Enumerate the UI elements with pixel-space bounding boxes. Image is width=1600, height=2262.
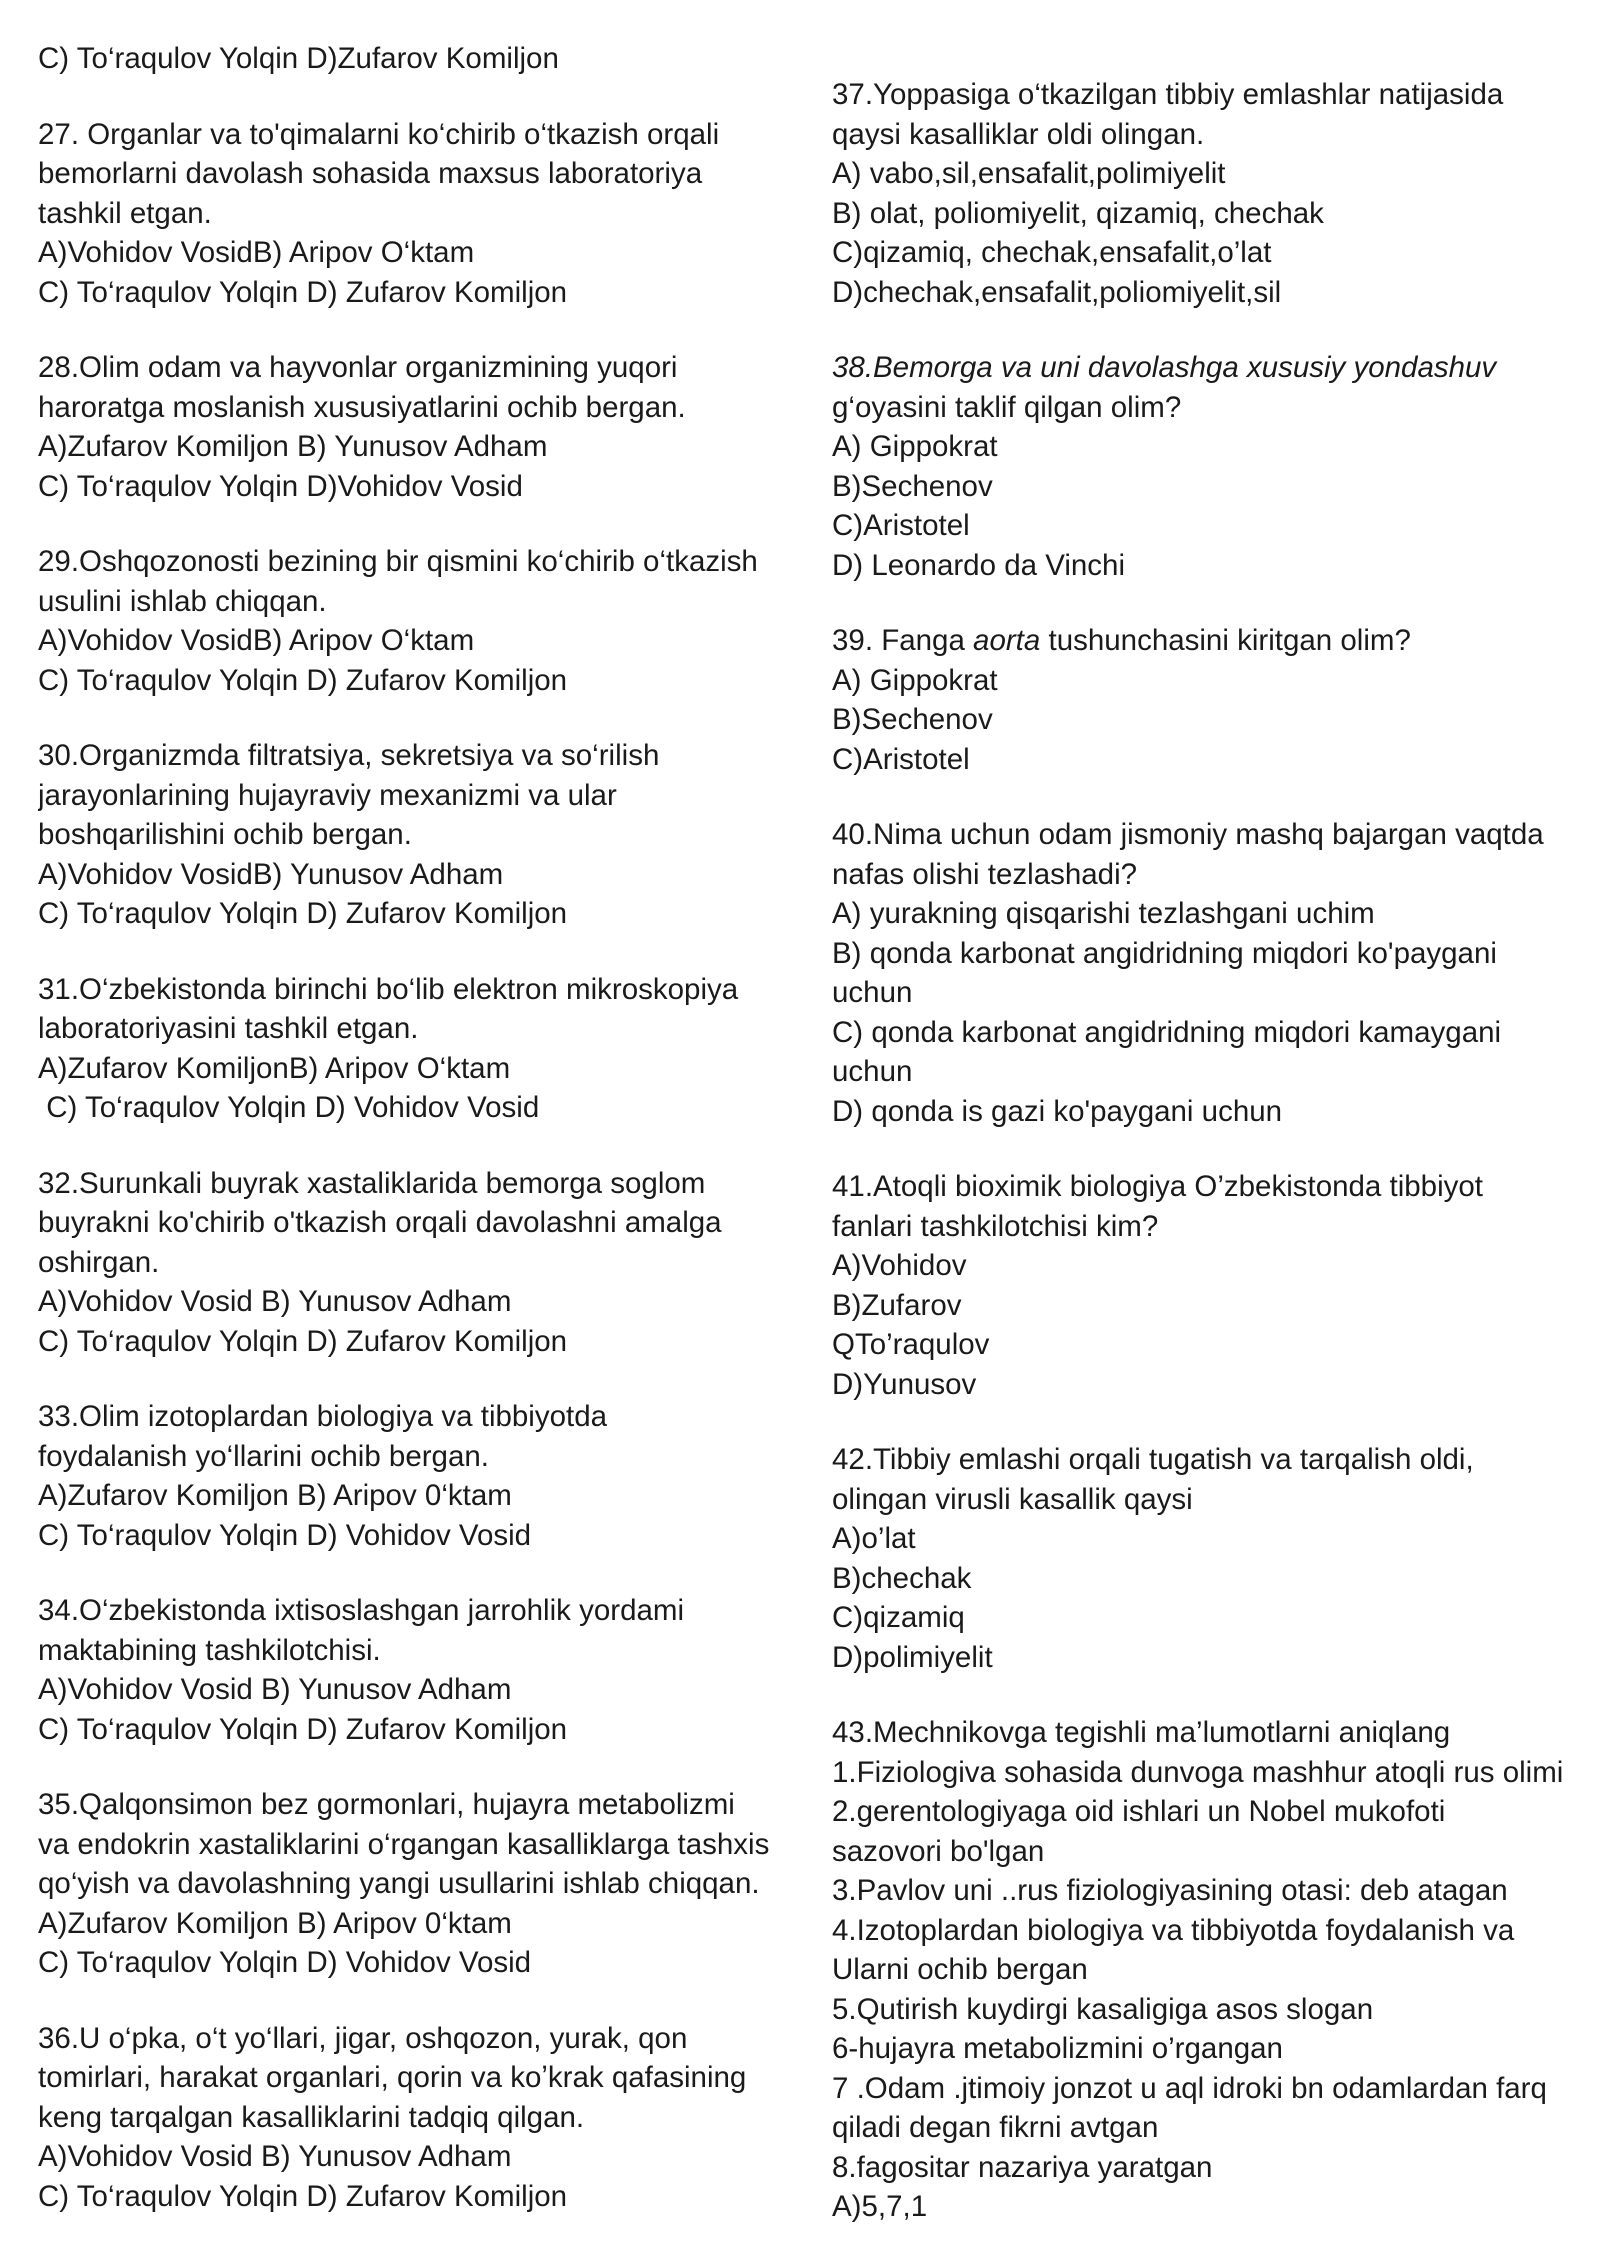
answer-option: A)Vohidov [832, 1249, 967, 1282]
question-text-italic: 38.Bemorga va uni davolashga xususiy yondashuv [832, 351, 1497, 384]
question-text: 40.Nima uchun odam jismoniy mashq bajargan vaqtda [832, 818, 1544, 851]
question-text: oshirgan. [38, 1245, 160, 1279]
answer-option: A)Vohidov VosidB) Aripov O‘ktam [38, 624, 475, 657]
statement-item: 2.gerentologiyaga oid ishlari un Nobel mukofoti [832, 1795, 1446, 1828]
answer-option: A) Gippokrat [832, 663, 998, 697]
left-column [38, 39, 798, 2216]
answer-option: QTo’raqulov [832, 1328, 990, 1361]
question-text-prefix: 39. Fanga [832, 624, 974, 657]
question-text: bemorlarni davolash sohasida maxsus laboratoriya [38, 157, 703, 190]
answer-option: A)o’lat [832, 1522, 916, 1555]
answer-option: C)qizamiq [832, 1601, 965, 1634]
statement-item: 3.Pavlov uni ..rus fiziologiyasining otasi: deb atagan [832, 1874, 1508, 1907]
question-text: haroratga moslanish xususiyatlarini ochib bergan. [38, 390, 686, 424]
question-text: 28.Olim odam va hayvonlar organizmining yuqori [38, 351, 678, 384]
question-text: 41.Atoqli bioximik biologiya O’zbekistonda tibbiyot [832, 1170, 1483, 1203]
question-text: 34.O‘zbekistonda ixtisoslashgan jarrohlik yordami [38, 1594, 685, 1627]
question-33 [38, 1397, 798, 1555]
statement-item: 4.Izotoplardan biologiya va tibbiyotda foydalanish va [832, 1913, 1515, 1947]
carryover-line: C) To‘raqulov Yolqin D)Zufarov Komiljon [38, 42, 559, 75]
answer-option: B) qonda karbonat angidridning miqdori ko'paygani [832, 936, 1497, 970]
question-text: qo‘yish va davolashning yangi usullarini ishlab chiqqan. [38, 1867, 760, 1900]
statement-item: 8.fagositar nazariya yaratgan [832, 2150, 1213, 2184]
question-text: maktabining tashkilotchisi. [38, 1633, 381, 1667]
question-text: laboratoriyasini tashkil etgan. [38, 1012, 419, 1045]
answer-option: C)qizamiq, chechak,ensafalit,o’lat [832, 236, 1272, 269]
answer-option: C) To‘raqulov Yolqin D) Vohidov Vosid [38, 1946, 532, 1979]
question-39 [832, 621, 1577, 779]
answer-option: C) To‘raqulov Yolqin D) Zufarov Komiljon [38, 663, 568, 697]
answer-option: uchun [832, 1055, 913, 1088]
question-text: 29.Oshqozonosti bezining bir qismini ko‘chirib o‘tkazish [38, 545, 758, 578]
answer-option: D)chechak,ensafalit,poliomiyelit,sil [832, 275, 1282, 309]
statement-item: 7 .Odam .jtimoiy jonzot u aql idroki bn odamlardan farq [832, 2071, 1547, 2105]
answer-option: C) To‘raqulov Yolqin D)Vohidov Vosid [38, 469, 523, 503]
question-36 [38, 2019, 798, 2217]
question-28 [38, 348, 798, 506]
answer-option: A)Vohidov Vosid B) Yunusov Adham [38, 2140, 512, 2173]
answer-option: C) To‘raqulov Yolqin D) Zufarov Komiljon [38, 897, 568, 930]
question-text: tashkil etgan. [38, 196, 212, 230]
answer-option: A)Zufarov Komiljon B) Yunusov Adham [38, 430, 548, 463]
question-40 [832, 815, 1577, 1131]
question-text: keng tarqalgan kasalliklarini tadqiq qilgan. [38, 2100, 585, 2134]
question-text: 36.U o‘pka, o‘t yo‘llari, jigar, oshqozon, yurak, qon [38, 2021, 688, 2055]
question-31 [38, 970, 798, 1128]
answer-option: C) To‘raqulov Yolqin D) Zufarov Komiljon [38, 1712, 568, 1746]
question-text: nafas olishi tezlashadi? [832, 857, 1138, 891]
answer-option: uchun [832, 976, 913, 1009]
question-34 [38, 1591, 798, 1749]
question-text: 33.Olim izotoplardan biologiya va tibbiyotda [38, 1400, 608, 1433]
answer-option: A)Vohidov VosidB) Aripov O‘ktam [38, 236, 475, 269]
question-text-term: aorta [973, 624, 1041, 657]
statement-item: sazovori bo'lgan [832, 1834, 1045, 1868]
question-text: 30.Organizmda filtratsiya, sekretsiya va so‘rilish [38, 739, 660, 772]
question-text: jarayonlarining hujayraviy mexanizmi va ular [38, 778, 617, 812]
question-29 [38, 542, 798, 700]
right-column [832, 75, 1577, 2227]
answer-option: B)Sechenov [832, 469, 993, 503]
question-32 [38, 1164, 798, 1362]
answer-option: D) qonda is gazi ko'paygani uchun [832, 1094, 1283, 1128]
statement-item: 5.Qutirish kuydirgi kasaligiga asos slogan [832, 1992, 1374, 2026]
answer-option: C)Aristotel [832, 509, 970, 542]
question-text: tomirlari, harakat organlari, qorin va koʼkrak qafasining [38, 2061, 747, 2094]
answer-option: A)5,7,1 [832, 2190, 928, 2223]
statement-item: qiladi degan fikrni avtgan [832, 2111, 1159, 2144]
question-text: 35.Qalqonsimon bez gormonlari, hujayra metabolizmi [38, 1788, 735, 1821]
question-text: olingan virusli kasallik qaysi [832, 1482, 1193, 1516]
question-text: 37.Yoppasiga o‘tkazilgan tibbiy emlashlar natijasida [832, 78, 1504, 111]
question-text: 32.Surunkali buyrak xastaliklarida bemorga soglom [38, 1166, 706, 1200]
answer-option: A)Zufarov Komiljon B) Aripov 0‘ktam [38, 1906, 512, 1940]
answer-option: C) To‘raqulov Yolqin D) Zufarov Komiljon [38, 2179, 568, 2213]
answer-option: B)Sechenov [832, 703, 993, 736]
answer-option: D)Yunusov [832, 1367, 977, 1401]
answer-option: C) To‘raqulov Yolqin D) Vohidov Vosid [38, 1518, 532, 1552]
answer-option: A)Zufarov Komiljon B) Aripov 0‘ktam [38, 1479, 512, 1512]
question-text: foydalanish yo‘llarini ochib bergan. [38, 1439, 489, 1473]
answer-option: B)Zufarov [832, 1288, 962, 1322]
question-27 [38, 115, 798, 313]
answer-option: A)Vohidov Vosid B) Yunusov Adham [38, 1285, 512, 1318]
answer-option: D) Leonardo da Vinchi [832, 548, 1126, 582]
question-text: 31.O‘zbekistonda birinchi bo‘lib elektron mikroskopiya [38, 972, 739, 1006]
question-text: buyrakni ko'chirib o'tkazish orqali davolashni amalga [38, 1206, 722, 1239]
question-text: fanlari tashkilotchisi kim? [832, 1209, 1159, 1243]
answer-option: A) vabo,sil,ensafalit,polimiyelit [832, 157, 1226, 190]
answer-option: C) To‘raqulov Yolqin D) Zufarov Komiljon [38, 1324, 568, 1358]
answer-option: C) qonda karbonat angidridning miqdori kamaygani [832, 1015, 1502, 1049]
question-text: 27. Organlar va to'qimalarni ko‘chirib o‘tkazish orqali [38, 117, 720, 151]
question-41 [832, 1167, 1577, 1404]
question-text: usulini ishlab chiqqan. [38, 584, 327, 618]
question-text [832, 621, 1577, 661]
answer-option: C)Aristotel [832, 742, 970, 776]
question-37 [832, 75, 1577, 312]
question-30 [38, 736, 798, 934]
answer-option: C) To‘raqulov Yolqin D) Zufarov Komiljon [38, 275, 568, 309]
question-35 [38, 1785, 798, 1983]
answer-option: A) Gippokrat [832, 430, 998, 463]
question-text-suffix: tushunchasini kiritgan olim? [1040, 624, 1411, 657]
question-38 [832, 348, 1577, 585]
statement-item: Ularni ochib bergan [832, 1953, 1088, 1986]
question-43 [832, 1713, 1577, 2227]
answer-option: C) To‘raqulov Yolqin D) Vohidov Vosid [38, 1091, 540, 1124]
statement-item: 1.Fiziologiva sohasida dunvoga mashhur atoqli rus olimi [832, 1755, 1564, 1789]
question-text: va endokrin xastaliklarini o‘rgangan kasalliklarga tashxis [38, 1827, 770, 1861]
question-text: boshqarilishini ochib bergan. [38, 818, 412, 851]
answer-option: A)Zufarov KomiljonB) Aripov O‘ktam [38, 1051, 511, 1085]
question-text: 43.Mechnikovga tegishli ma’lumotlarni aniqlang [832, 1716, 1451, 1749]
answer-option: D)polimiyelit [832, 1640, 993, 1674]
question-text: 42.Tibbiy emlashi orqali tugatish va tarqalish oldi, [832, 1443, 1474, 1476]
answer-option: B)chechak [832, 1561, 972, 1595]
statement-item: 6-hujayra metabolizmini o’rgangan [832, 2032, 1283, 2065]
answer-option: A)Vohidov Vosid B) Yunusov Adham [38, 1673, 512, 1706]
question-text: g‘oyasini taklif qilgan olim? [832, 390, 1182, 424]
answer-option: A) yurakning qisqarishi tezlashgani uchim [832, 897, 1375, 930]
answer-option: A)Vohidov VosidB) Yunusov Adham [38, 857, 504, 891]
question-text [832, 348, 1577, 388]
answer-option: B) olat, poliomiyelit, qizamiq, chechak [832, 196, 1324, 230]
question-42 [832, 1440, 1577, 1677]
question-text: qaysi kasalliklar oldi olingan. [832, 117, 1205, 151]
